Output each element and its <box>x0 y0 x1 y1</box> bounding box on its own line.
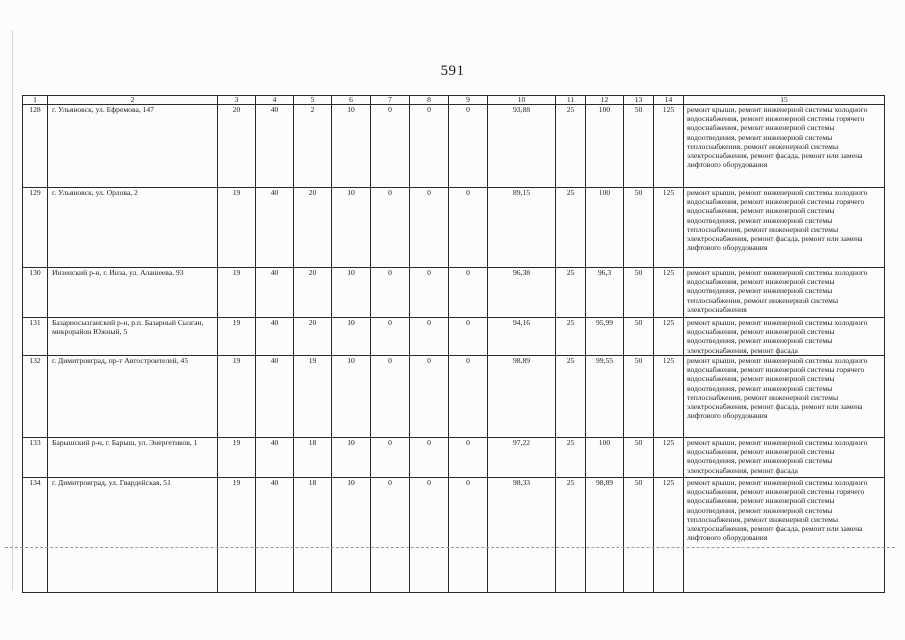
page-number: 591 <box>440 63 465 79</box>
value-cell: 0 <box>449 105 488 188</box>
value-cell: 0 <box>410 105 449 188</box>
value-cell: 0 <box>410 438 449 478</box>
table-row <box>23 356 885 438</box>
value-cell: 0 <box>449 268 488 318</box>
column-header: 14 <box>654 96 684 105</box>
value-cell: 99,55 <box>586 356 624 438</box>
table-row <box>23 188 885 268</box>
value-cell: 100 <box>586 188 624 268</box>
value-cell: 50 <box>624 478 654 593</box>
value-cell: 19 <box>218 438 256 478</box>
value-cell: 125 <box>654 105 684 188</box>
works-cell: ремонт крыши, ремонт инженерной системы холодного водоснабжения, ремонт инженерной системы горячего водоснабжения, ремонт инженерной системы водоотведения, ремонт инженерной системы теплоснабжения, ремонт инженерной системы электроснабжения, ремонт фасада, ремонт или замена лифтового оборудования <box>684 188 885 268</box>
value-cell: 0 <box>371 478 410 593</box>
value-cell: 10 <box>332 268 371 318</box>
value-cell: 50 <box>624 438 654 478</box>
value-cell: 0 <box>371 438 410 478</box>
value-cell: 40 <box>256 438 294 478</box>
value-cell: 40 <box>256 478 294 593</box>
value-cell: 125 <box>654 318 684 356</box>
table-row <box>23 478 885 593</box>
value-cell: 40 <box>256 356 294 438</box>
value-cell: 19 <box>218 356 256 438</box>
value-cell: 19 <box>218 188 256 268</box>
value-cell: 10 <box>332 188 371 268</box>
value-cell: 19 <box>218 478 256 593</box>
row-number: 128 <box>23 105 48 188</box>
column-header: 5 <box>294 96 332 105</box>
value-cell: 10 <box>332 356 371 438</box>
column-header: 10 <box>488 96 556 105</box>
value-cell: 40 <box>256 318 294 356</box>
row-number: 130 <box>23 268 48 318</box>
value-cell: 95,99 <box>586 318 624 356</box>
value-cell: 40 <box>256 188 294 268</box>
address-cell: Инзенский р-н, г. Инза, ул. Алашеева, 93 <box>48 268 218 318</box>
scan-margin-line <box>12 30 13 590</box>
table-row <box>23 105 885 188</box>
value-cell: 125 <box>654 478 684 593</box>
value-cell: 100 <box>586 438 624 478</box>
value-cell: 125 <box>654 438 684 478</box>
value-cell: 0 <box>449 438 488 478</box>
value-cell: 25 <box>556 105 586 188</box>
works-cell: ремонт крыши, ремонт инженерной системы холодного водоснабжения, ремонт инженерной системы водоотведения, ремонт инженерной системы теплоснабжения, ремонт инженерной системы электроснабжения <box>684 268 885 318</box>
column-header: 9 <box>449 96 488 105</box>
value-cell: 93,88 <box>488 105 556 188</box>
value-cell: 25 <box>556 318 586 356</box>
value-cell: 10 <box>332 438 371 478</box>
value-cell: 18 <box>294 478 332 593</box>
value-cell: 10 <box>332 105 371 188</box>
value-cell: 2 <box>294 105 332 188</box>
value-cell: 25 <box>556 188 586 268</box>
value-cell: 10 <box>332 318 371 356</box>
column-number-row <box>23 96 885 105</box>
works-cell: ремонт крыши, ремонт инженерной системы холодного водоснабжения, ремонт инженерной системы горячего водоснабжения, ремонт инженерной системы водоотведения, ремонт инженерной системы теплоснабжения, ремонт инженерной системы электроснабжения, ремонт фасада, ремонт или замена лифтового оборудования <box>684 478 885 593</box>
value-cell: 40 <box>256 268 294 318</box>
value-cell: 96,3 <box>586 268 624 318</box>
column-header: 13 <box>624 96 654 105</box>
value-cell: 96,38 <box>488 268 556 318</box>
value-cell: 25 <box>556 478 586 593</box>
value-cell: 40 <box>256 105 294 188</box>
value-cell: 0 <box>371 318 410 356</box>
works-cell: ремонт крыши, ремонт инженерной системы холодного водоснабжения, ремонт инженерной системы горячего водоснабжения, ремонт инженерной системы водоотведения, ремонт инженерной системы теплоснабжения, ремонт инженерной системы электроснабжения, ремонт фасада, ремонт или замена лифтового оборудования <box>684 105 885 188</box>
column-header: 7 <box>371 96 410 105</box>
value-cell: 20 <box>294 188 332 268</box>
value-cell: 0 <box>449 318 488 356</box>
value-cell: 19 <box>218 318 256 356</box>
value-cell: 98,89 <box>586 478 624 593</box>
value-cell: 25 <box>556 356 586 438</box>
address-cell: Барышский р-н, г. Барыш, ул. Энергетиков, 1 <box>48 438 218 478</box>
value-cell: 0 <box>410 268 449 318</box>
value-cell: 100 <box>586 105 624 188</box>
value-cell: 19 <box>294 356 332 438</box>
value-cell: 0 <box>410 478 449 593</box>
value-cell: 25 <box>556 268 586 318</box>
column-header: 8 <box>410 96 449 105</box>
address-cell: г. Ульяновск, ул. Орлова, 2 <box>48 188 218 268</box>
value-cell: 94,16 <box>488 318 556 356</box>
row-number: 134 <box>23 478 48 593</box>
table-row <box>23 438 885 478</box>
works-cell: ремонт крыши, ремонт инженерной системы холодного водоснабжения, ремонт инженерной системы горячего водоснабжения, ремонт инженерной системы водоотведения, ремонт инженерной системы теплоснабжения, ремонт инженерной системы электроснабжения, ремонт фасада, ремонт или замена лифтового оборудования <box>684 356 885 438</box>
value-cell: 50 <box>624 318 654 356</box>
value-cell: 0 <box>410 356 449 438</box>
column-header: 1 <box>23 96 48 105</box>
column-header: 15 <box>684 96 885 105</box>
value-cell: 125 <box>654 356 684 438</box>
value-cell: 89,15 <box>488 188 556 268</box>
address-cell: г. Димитровград, пр-т Автостроителей, 45 <box>48 356 218 438</box>
address-cell: Базарносызганский р-н, р.п. Базарный Сызган, микрорайон Южный, 5 <box>48 318 218 356</box>
value-cell: 50 <box>624 356 654 438</box>
row-number: 133 <box>23 438 48 478</box>
value-cell: 0 <box>449 188 488 268</box>
value-cell: 0 <box>371 188 410 268</box>
value-cell: 97,22 <box>488 438 556 478</box>
value-cell: 50 <box>624 268 654 318</box>
value-cell: 50 <box>624 105 654 188</box>
row-number: 129 <box>23 188 48 268</box>
value-cell: 0 <box>410 188 449 268</box>
table-row <box>23 318 885 356</box>
value-cell: 0 <box>371 105 410 188</box>
value-cell: 125 <box>654 188 684 268</box>
works-cell: ремонт крыши, ремонт инженерной системы холодного водоснабжения, ремонт инженерной системы водоотведения, ремонт инженерной системы электроснабжения, ремонт фасада <box>684 438 885 478</box>
scan-artifact-line <box>5 547 895 548</box>
value-cell: 98,33 <box>488 478 556 593</box>
repair-program-table <box>22 95 885 593</box>
value-cell: 19 <box>218 268 256 318</box>
value-cell: 50 <box>624 188 654 268</box>
value-cell: 125 <box>654 268 684 318</box>
value-cell: 20 <box>294 268 332 318</box>
value-cell: 18 <box>294 438 332 478</box>
value-cell: 25 <box>556 438 586 478</box>
works-cell: ремонт крыши, ремонт инженерной системы холодного водоснабжения, ремонт инженерной системы водоотведения, ремонт инженерной системы электроснабжения, ремонт фасада <box>684 318 885 356</box>
value-cell: 0 <box>371 356 410 438</box>
value-cell: 0 <box>371 268 410 318</box>
address-cell: г. Ульяновск, ул. Ефремова, 147 <box>48 105 218 188</box>
column-header: 4 <box>256 96 294 105</box>
column-header: 3 <box>218 96 256 105</box>
value-cell: 20 <box>218 105 256 188</box>
address-cell: г. Димитровград, ул. Гвардейская, 51 <box>48 478 218 593</box>
value-cell: 0 <box>410 318 449 356</box>
column-header: 6 <box>332 96 371 105</box>
row-number: 131 <box>23 318 48 356</box>
value-cell: 10 <box>332 478 371 593</box>
row-number: 132 <box>23 356 48 438</box>
value-cell: 0 <box>449 356 488 438</box>
column-header: 12 <box>586 96 624 105</box>
value-cell: 20 <box>294 318 332 356</box>
value-cell: 98,89 <box>488 356 556 438</box>
value-cell: 0 <box>449 478 488 593</box>
table-row <box>23 268 885 318</box>
column-header: 11 <box>556 96 586 105</box>
column-header: 2 <box>48 96 218 105</box>
